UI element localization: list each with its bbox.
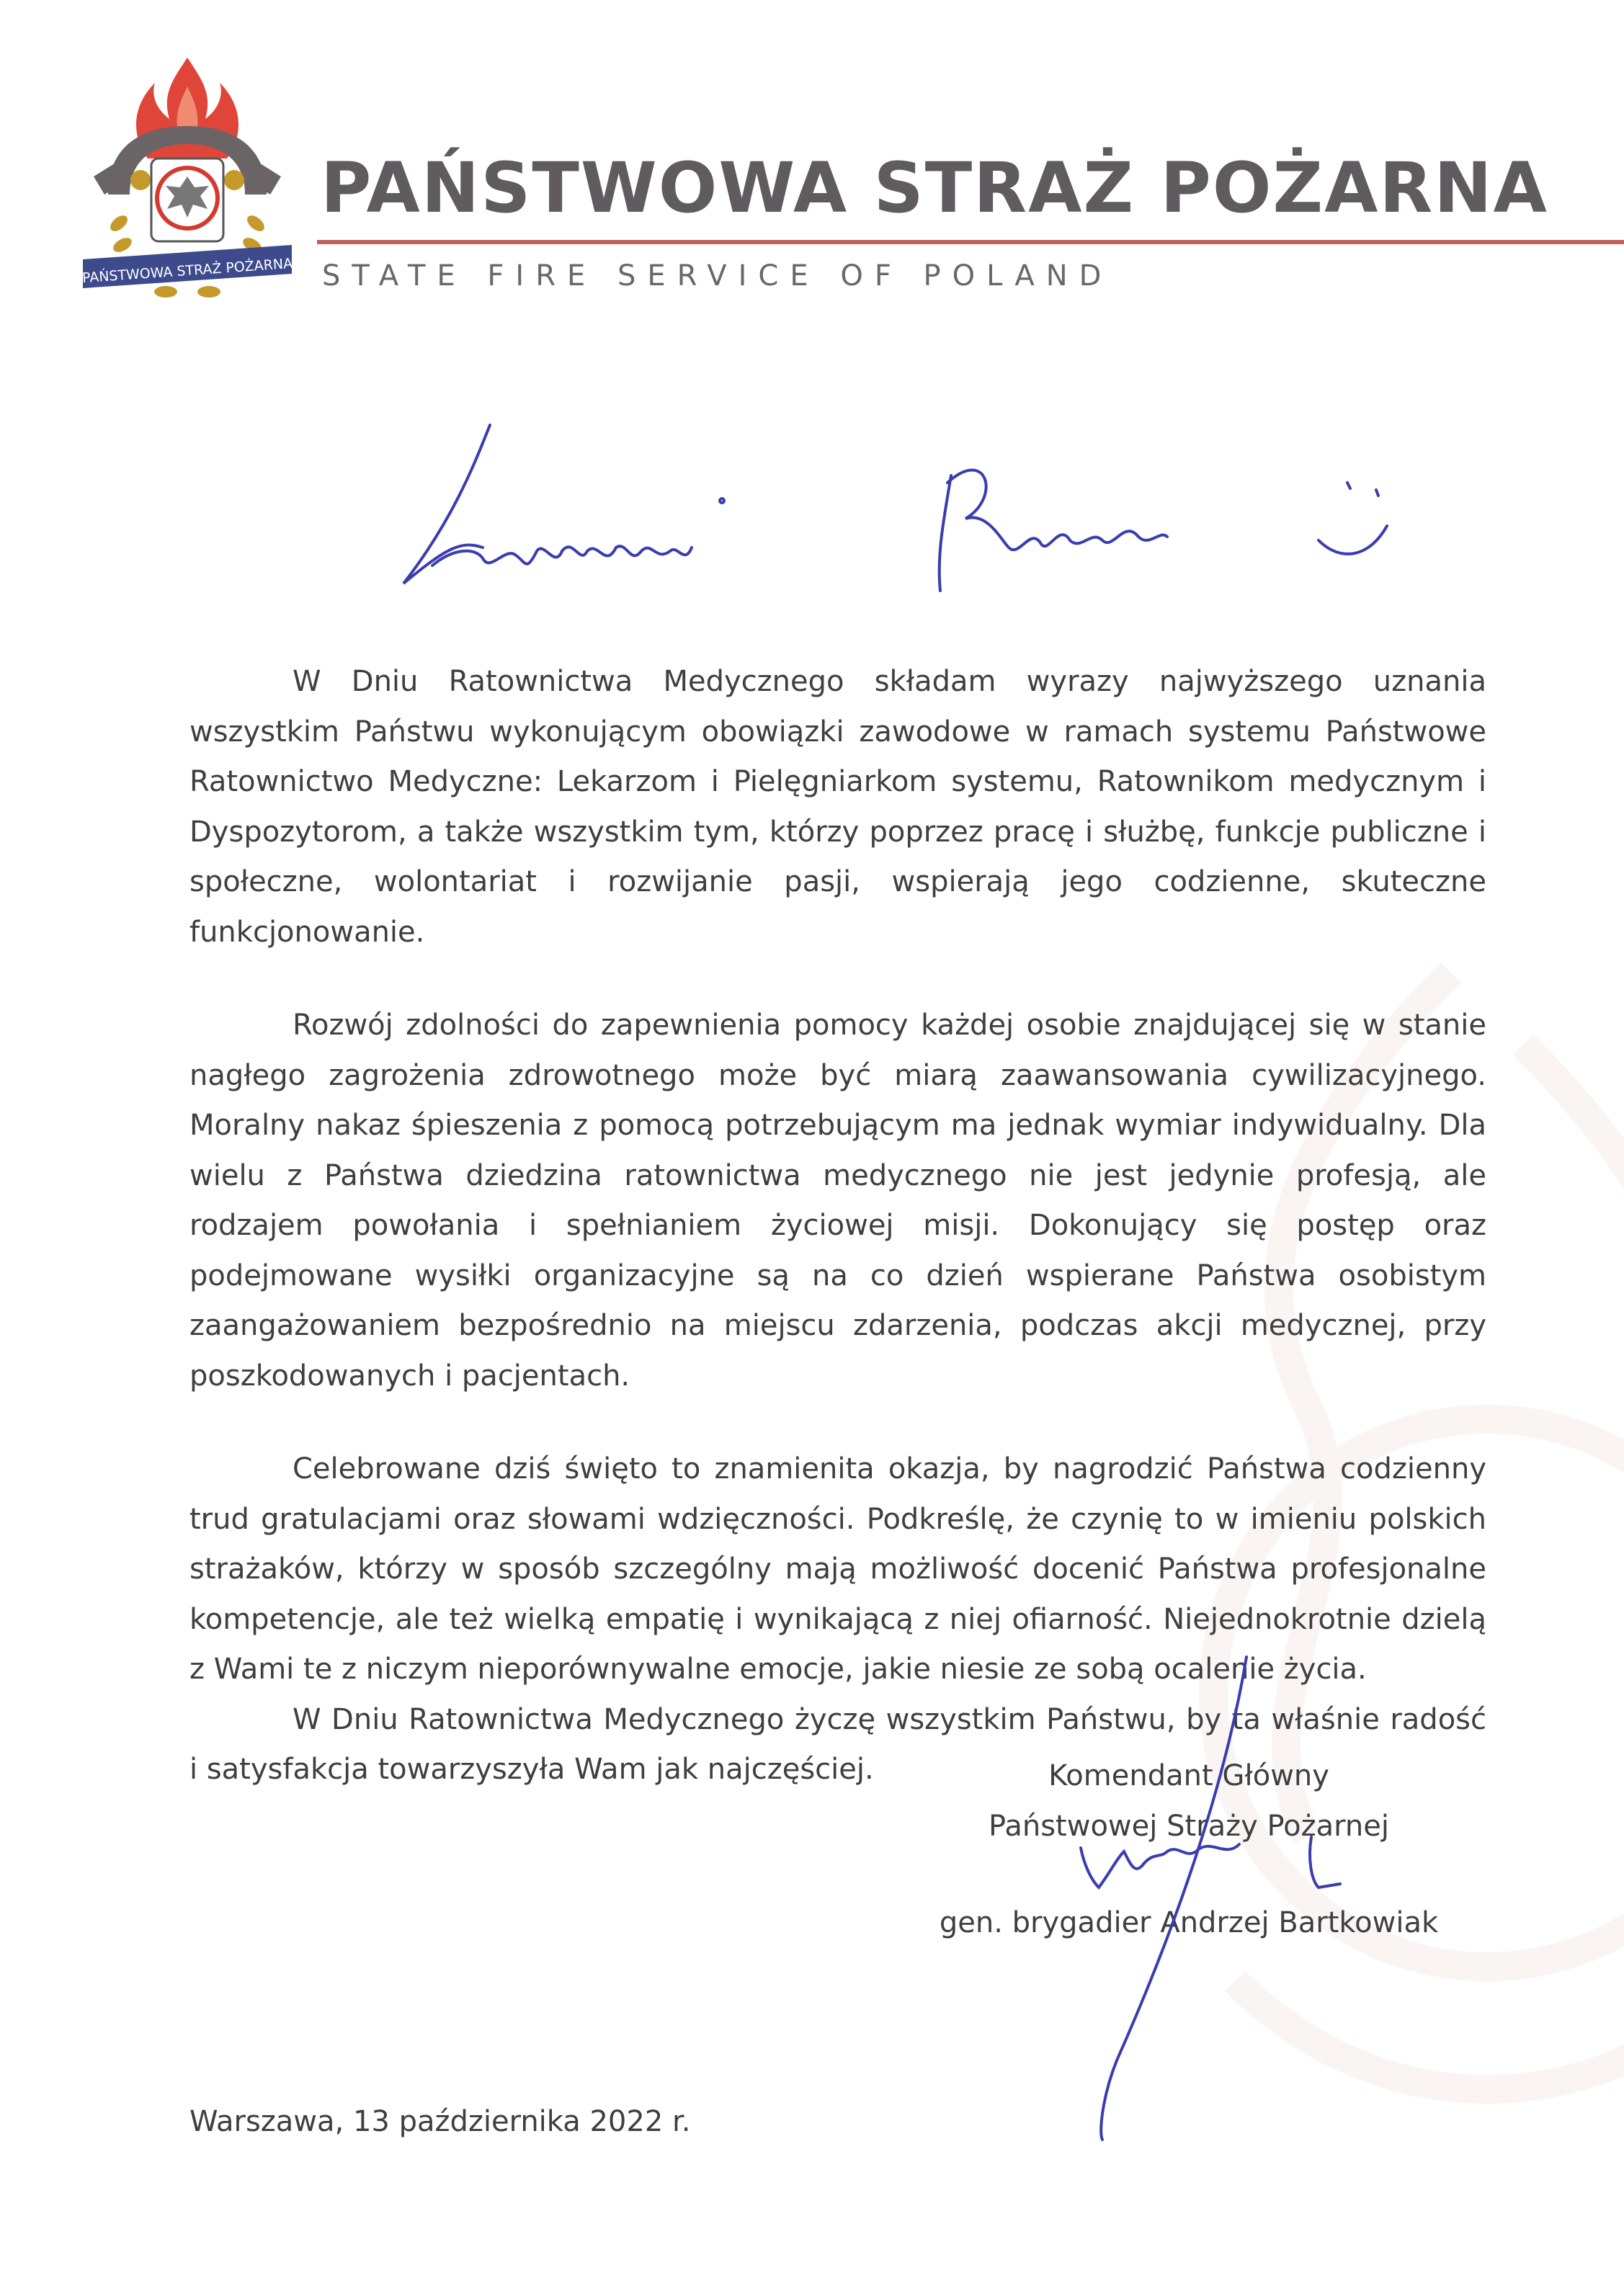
paragraph: W Dniu Ratownictwa Medycznego składam wyrazy najwyższego uznania wszystkim Państwu wykonującym obowiązki zawodowe w ramach systemu Państwowe Ratownictwo Medyczne: Lekarzom i Pielęgniarkom systemu, Ratownikom medycznym i Dyspozytorom, a także wszystkim tym, którzy poprzez pracę i służbę, funkcje publiczne i społeczne, wolontariat i rozwijanie pasji, wspierają jego codzienne, skuteczne funkcjonowanie.	[189, 665, 1486, 949]
signer-title-line1: Komendant Główny	[1048, 1759, 1329, 1792]
place-and-date: Warszawa, 13 października 2022 r.	[189, 2105, 691, 2138]
letter-body	[189, 657, 1486, 1795]
organization-title: PAŃSTWOWA STRAŻ POŻARNA	[321, 148, 1548, 228]
signer-name: gen. brygadier Andrzej Bartkowiak	[939, 1906, 1439, 1939]
paragraph: W Dniu Ratownictwa Medycznego życzę wszystkim Państwu, by ta właśnie radość i satysfakcja towarzyszyła Wam jak najczęściej.	[189, 1702, 1486, 1786]
logo-ribbon-text: PAŃSTWOWA STRAŻ POŻARNA	[81, 255, 293, 287]
paragraph: Celebrowane dziś święto to znamienita okazja, by nagrodzić Państwa codzienny trud gratulacjami oraz słowami wdzięczności. Podkreślę, że czynię to w imieniu polskich strażaków, którzy w sposób szczególny mają możliwość docenić Państwa profesjonalne kompetencje, ale też wielką empatię i wynikającą z niej ofiarność. Niejednokrotnie dzielą z Wami te z niczym nieporównywalne emocje, jakie niesie ze sobą ocalenie życia.	[189, 1452, 1486, 1686]
handwritten-greeting	[389, 403, 1427, 620]
title-divider	[317, 240, 1624, 244]
signer-title-line2: Państwowej Straży Pożarnej	[989, 1810, 1389, 1843]
organization-subtitle: STATE FIRE SERVICE OF POLAND	[322, 259, 1113, 292]
fire-service-emblem-icon	[79, 50, 295, 317]
paragraph: Rozwój zdolności do zapewnienia pomocy każdej osobie znajdującej się w stanie nagłego zagrożenia zdrowotnego może być miarą zaawansowania cywilizacyjnego. Moralny nakaz śpieszenia z pomocą potrzebującym ma jednak wymiar indywidualny. Dla wielu z Państwa dziedzina ratownictwa medycznego nie jest jedynie profesją, ale rodzajem powołania i spełnianiem życiowej misji. Dokonujący się postęp oraz podejmowane wysiłki organizacyjne są na co dzień wspierane Państwa osobistym zaangażowaniem bezpośrednio na miejscu zdarzenia, podczas akcji medycznej, przy poszkodowanych i pacjentach.	[189, 1009, 1486, 1393]
handwritten-signature	[937, 1643, 1455, 2147]
